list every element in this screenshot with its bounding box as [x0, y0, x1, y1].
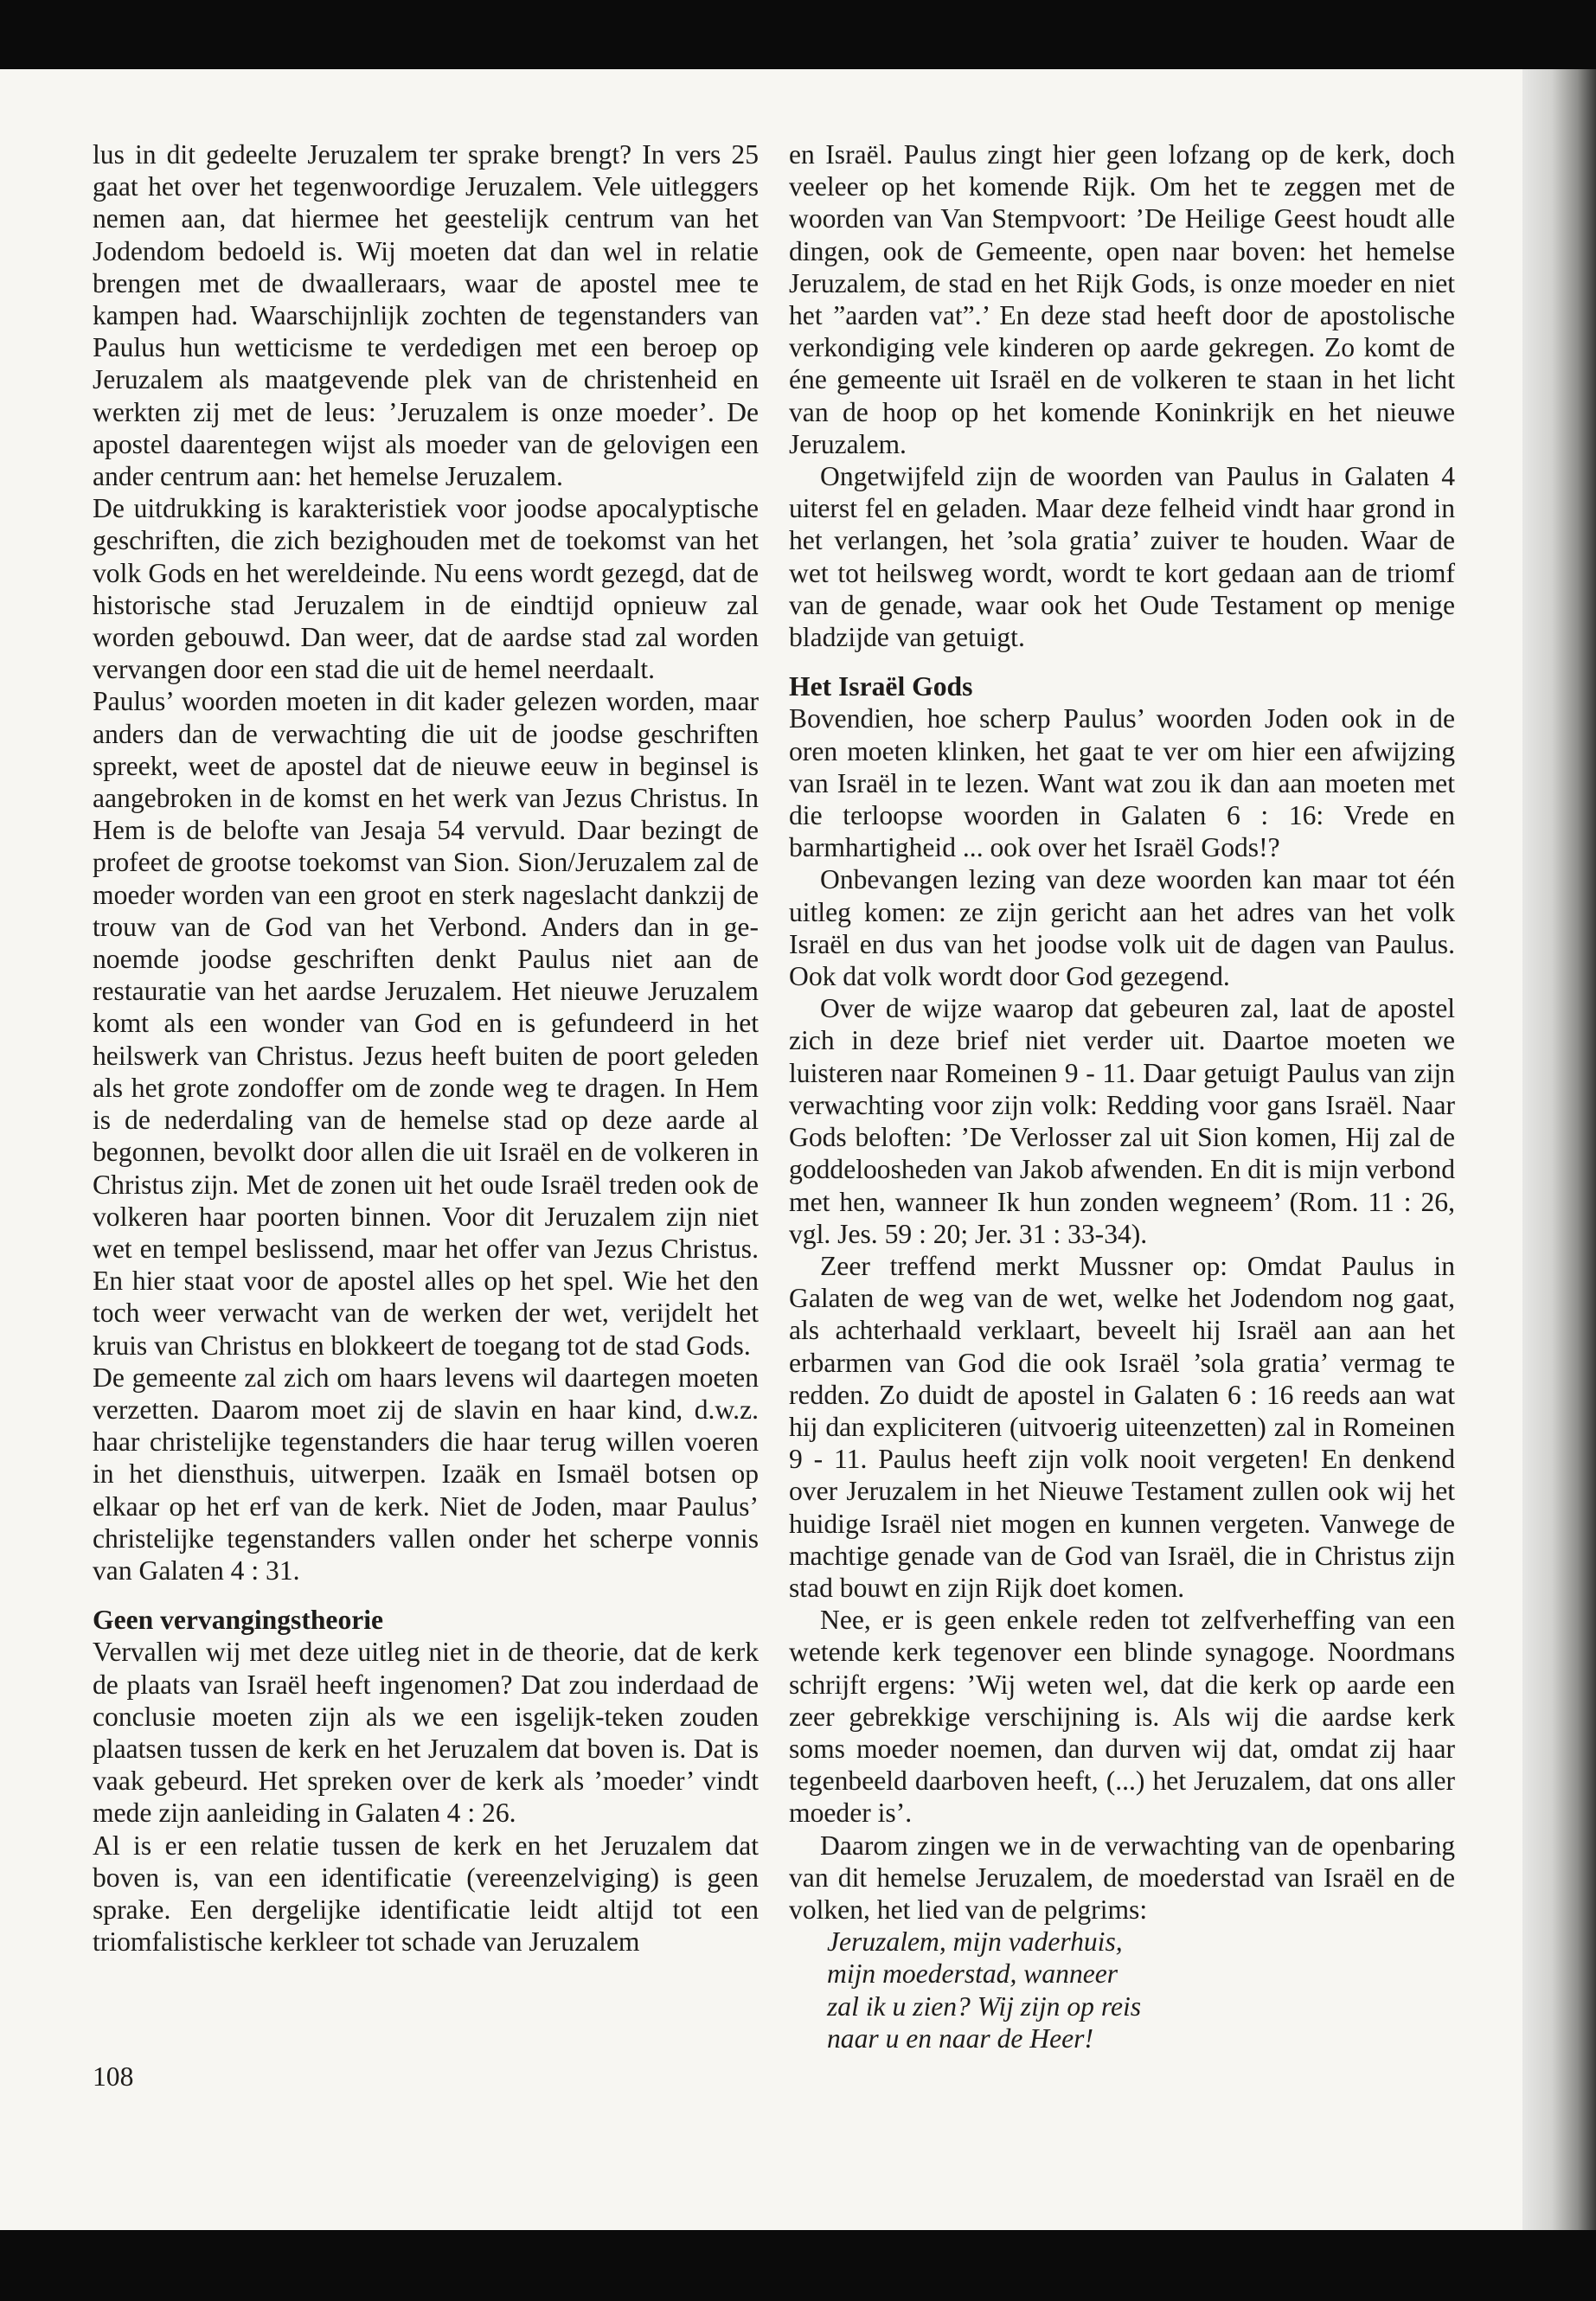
paragraph: Daarom zingen we in de verwachting van de openbaring van dit hemelse Jeruzalem, de moederstad van Israël en de volken, het lied van de pelgrims:	[789, 1830, 1455, 1925]
paragraph: Vervallen wij met deze uitleg niet in de theorie, dat de kerk de plaats van Israël heeft ingenomen? Dat zou inderdaad de conclusie moeten zijn als we een isgelijk-teken zouden plaatsen tussen de kerk en het Jeruzalem dat boven is. Dat is vaak gebeurd. Het spreken over de kerk als ’moeder’ vindt mede zijn aanleiding in Galaten 4 : 26.	[93, 1637, 759, 1829]
paragraph: Zeer treffend merkt Mussner op: Omdat Paulus in Galaten de weg van de wet, welke het Jodendom nog gaat, als achterhaald verklaart, beveelt hij Israël aan aan het erbarmen van God die ook Israël ’sola gratia’ vermag te redden. Zo duidt de apostel in Galaten 6 : 16 reeds aan wat hij dan expliciteren (uitvoerig uiteenzetten) zal in Romeinen 9 - 11. Paulus heeft zijn volk nooit vergeten! En denkend over Jeruzalem in het Nieuwe Testament zullen ook wij het huidige Israël niet mogen en kunnen vergeten. Vanwege de machtige genade van de God van Israël, die in Christus zijn stad bouwt en zijn Rijk doet komen.	[789, 1250, 1455, 1603]
right-column	[789, 138, 1455, 2054]
paragraph: lus in dit gedeelte Jeruzalem ter sprake brengt? In vers 25 gaat het over het tegenwoordige Jeruzalem. Vele uitleggers nemen aan, dat hiermee het geestelijk centrum van het Jodendom bedoeld is. Wij moeten dat dan wel in relatie brengen met de dwaalleraars, waar de apostel mee te kampen had. Waarschijnlijk zochten de tegenstanders van Paulus hun wetticisme te verdedigen met een beroep op Jeruzalem als maatgevende plek van de christenheid en werkten zij met de leus: ’Jeruzalem is onze moeder’. De apostel daarentegen wijst als moeder van de gelovigen een ander centrum aan: het hemelse Jeruzalem.	[93, 139, 759, 492]
paragraph: Ongetwijfeld zijn de woorden van Paulus in Galaten 4 uiterst fel en geladen. Maar deze felheid vindt haar grond in het verlangen, het ’sola gratia’ zuiver te houden. Waar de wet tot heilsweg wordt, wordt te kort gedaan aan de triomf van de genade, waar ook het Oude Testament op menige bladzijde van getuigt.	[789, 461, 1455, 653]
pilgrim-song-quote	[827, 1926, 1455, 2054]
paragraph: Al is er een relatie tussen de kerk en het Jeruzalem dat boven is, van een identificatie (vereenzelviging) is geen sprake. Een dergelijke identificatie leidt altijd tot een triomfalistische kerkleer tot schade van Jeruzalem	[93, 1830, 759, 1958]
scan-bottom-border	[0, 2230, 1596, 2301]
section-heading-het-israel-gods: Het Israël Gods	[789, 671, 973, 702]
scan-top-border	[0, 0, 1596, 69]
paragraph: Bovendien, hoe scherp Paulus’ woorden Joden ook in de oren moeten klinken, het gaat te ver om hier een afwijzing van Israël in te lezen. Want wat zou ik dan aan moeten met die terloopse woorden in Galaten 6 : 16: Vrede en barmhartigheid ... ook over het Israël Gods!?	[789, 703, 1455, 863]
poem-line: mijn moederstad, wanneer	[827, 1958, 1118, 1990]
left-column	[93, 138, 759, 1958]
paragraph: Nee, er is geen enkele reden tot zelfverheffing van een wetende kerk tegenover een blinde synagoge. Noordmans schrijft ergens: ’Wij weten wel, dat die kerk op aarde een zeer gebrekkige verschijning is. Als wij die aardse kerk soms moeder noemen, dan durven wij dat, omdat zij haar tegenbeeld daarboven heeft, (...) het Jeruzalem, dat ons aller moeder is’.	[789, 1605, 1455, 1829]
page-number: 108	[93, 2061, 134, 2092]
paragraph: De uitdrukking is karakteristiek voor joodse apocalyptische geschriften, die zich bezighouden met de toekomst van het volk Gods en het wereldeinde. Nu eens wordt gezegd, dat de historische stad Jeruzalem in de eindtijd opnieuw zal worden gebouwd. Dan weer, dat de aardse stad zal worden vervangen door een stad die uit de hemel neerdaalt.	[93, 493, 759, 685]
page-edge-shadow	[1522, 69, 1596, 2230]
paragraph: De gemeente zal zich om haars levens wil daartegen moeten verzetten. Daarom moet zij de slavin en haar kind, d.w.z. haar christelijke tegenstanders die haar terug willen voeren in het diensthuis, uitwerpen. Izaäk en Ismaël botsen op elkaar op het erf van de kerk. Niet de Joden, maar Paulus’ christelijke tegenstanders vallen onder het scherpe vonnis van Galaten 4 : 31.	[93, 1362, 759, 1586]
paragraph: Paulus’ woorden moeten in dit kader gelezen worden, maar anders dan de verwachting die uit de joodse geschriften spreekt, weet de apostel dat de nieuwe eeuw in beginsel is aangebroken in de komst en het werk van Jezus Christus. In Hem is de belofte van Jesaja 54 vervuld. Daar bezingt de profeet de grootse toekomst van Sion. Sion/Jeruzalem zal de moeder worden van een groot en sterk nageslacht dankzij de trouw van de God van het Verbond. Anders dan in genoemde joodse geschriften denkt Paulus niet aan de restauratie van het aardse Jeruzalem. Het nieuwe Jeruzalem komt als een wonder van God en is gefundeerd in het heilswerk van Christus. Jezus heeft buiten de poort geleden als het grote zondoffer om de zonde weg te dragen. In Hem is de nederdaling van de hemelse stad op deze aarde al begonnen, bevolkt door allen die uit Israël en de volkeren in Christus zijn. Met de zonen uit het oude Israël treden ook de volkeren haar poorten binnen. Voor dit Jeruzalem zijn niet wet en tempel beslissend, maar het offer van Jezus Christus. En hier staat voor de apostel alles op het spel. Wie het den toch weer verwacht van de werken der wet, verijdelt het kruis van Christus en blokkeert de toegang tot de stad Gods.	[93, 686, 759, 1361]
poem-line: zal ik u zien? Wij zijn op reis	[827, 1990, 1142, 2022]
poem-line: naar u en naar de Heer!	[827, 2022, 1093, 2054]
paragraph: Over de wijze waarop dat gebeuren zal, laat de apostel zich in deze brief niet verder uit. Daartoe moeten we luisteren naar Romeinen 9 - 11. Daar getuigt Paulus van zijn verwachting voor zijn volk: Redding voor gans Israël. Naar Gods beloften: ’De Verlosser zal uit Sion komen, Hij zal de goddeloosheden van Jakob afwenden. En dit is mijn verbond met hen, wanneer Ik hun zonden wegneem’ (Rom. 11 : 26, vgl. Jes. 59 : 20; Jer. 31 : 33-34).	[789, 993, 1455, 1249]
section-heading-geen-vervangingstheorie: Geen vervangingstheorie	[93, 1605, 384, 1636]
poem-line: Jeruzalem, mijn vaderhuis,	[827, 1926, 1123, 1958]
paragraph: en Israël. Paulus zingt hier geen lofzang op de kerk, doch veeleer op het komende Rijk. Om het te zeggen met de woorden van Van Stempvoort: ’De Heilige Geest houdt alle dingen, ook de Gemeente, open naar boven: het hemelse Jeruzalem, de stad en het Rijk Gods, is onze moeder en niet het ”aarden vat”.’ En deze stad heeft door de apostolische verkondiging vele kinderen op aarde gekregen. Zo komt de éne gemeente uit Israël en de volkeren te staan in het licht van de hoop op het komende Koninkrijk en het nieuwe Jeruzalem.	[789, 139, 1455, 459]
paragraph: Onbevangen lezing van deze woorden kan maar tot één uitleg komen: ze zijn gericht aan het adres van het volk Israël en dus van het joodse volk uit de dagen van Paulus. Ook dat volk wordt door God gezegend.	[789, 864, 1455, 992]
